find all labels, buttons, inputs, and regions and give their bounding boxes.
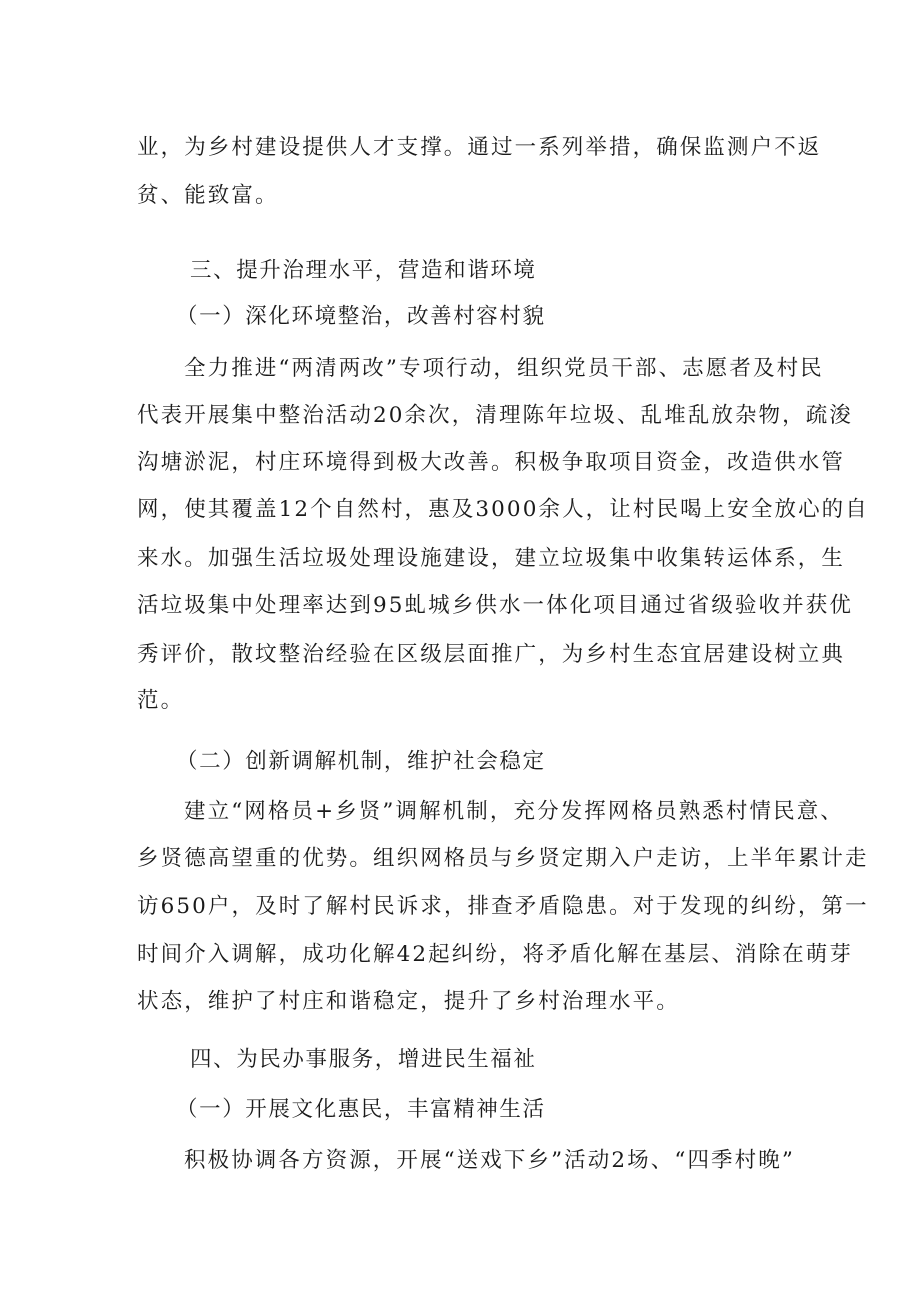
paragraph-line: 贫、能致富。 — [137, 183, 279, 208]
paragraph-line: 时间介入调解，成功化解42起纠纷，将矛盾化解在基层、消除在萌芽 — [137, 942, 853, 967]
paragraph-line: 范。 — [137, 688, 185, 713]
paragraph-line: 秀评价，散坟整治经验在区级层面推广，为乡村生态宜居建设树立典 — [137, 642, 846, 667]
paragraph-line: 沟塘淤泥，村庄环境得到极大改善。积极争取项目资金，改造供水管 — [137, 450, 846, 475]
paragraph-line: 来水。加强生活垃圾处理设施建设，建立垃圾集中收集转运体系，生 — [137, 546, 846, 571]
paragraph-line: 积极协调各方资源，开展“送戏下乡”活动2场、“四季村晚” — [184, 1148, 795, 1173]
paragraph-line: 乡贤德高望重的优势。组织网格员与乡贤定期入户走访，上半年累计走 — [137, 846, 869, 871]
paragraph-line: 全力推进“两清两改”专项行动，组织党员干部、志愿者及村民 — [184, 356, 824, 381]
paragraph-line: 状态，维护了村庄和谐稳定，提升了乡村治理水平。 — [137, 989, 680, 1014]
paragraph-line: 网，使其覆盖12个自然村，惠及3000余人，让村民喝上安全放心的自 — [137, 497, 869, 522]
section-heading-3: 三、提升治理水平，营造和谐环境 — [190, 258, 537, 283]
subsection-heading-3-2: （二）创新调解机制，维护社会稳定 — [176, 749, 546, 774]
paragraph-line: 代表开展集中整治活动20余次，清理陈年垃圾、乱堆乱放杂物，疏浚 — [137, 403, 853, 428]
paragraph-line: 活垃圾集中处理率达到95虬城乡供水一体化项目通过省级验收并获优 — [137, 593, 853, 618]
subsection-heading-3-1: （一）深化环境整治，改善村容村貌 — [176, 304, 546, 329]
section-heading-4: 四、为民办事服务，增进民生福祉 — [190, 1047, 537, 1072]
paragraph-line: 访650户，及时了解村民诉求，排查矛盾隐患。对于发现的纠纷，第一 — [137, 894, 869, 919]
subsection-heading-4-1: （一）开展文化惠民，丰富精神生活 — [176, 1097, 546, 1122]
paragraph-line: 业，为乡村建设提供人才支撑。通过一系列举措，确保监测户不返 — [137, 135, 822, 160]
paragraph-line: 建立“网格员+乡贤”调解机制，充分发挥网格员熟悉村情民意、 — [184, 799, 844, 824]
